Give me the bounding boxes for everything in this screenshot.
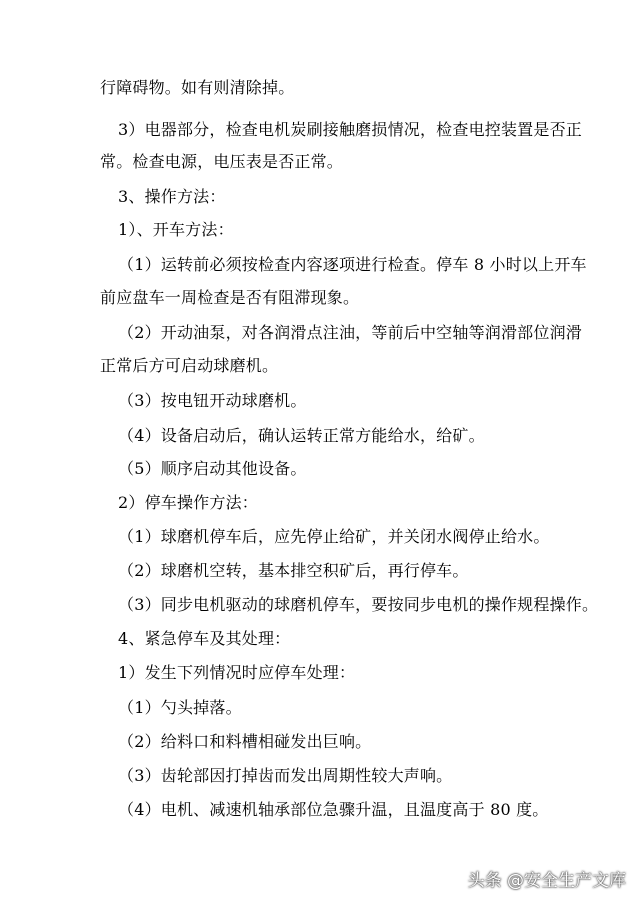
text-line: 正常后方可启动球磨机。 — [100, 356, 279, 375]
section-heading: 4、紧急停车及其处理： — [118, 629, 291, 648]
subsection-heading: 1）、开车方法： — [118, 220, 234, 239]
text-line: （4）设备启动后，确认运转正常方能给水，给矿。 — [118, 426, 485, 445]
text-line: （3）齿轮部因打掉齿而发出周期性较大声响。 — [118, 766, 453, 785]
text-line: 3）电器部分，检查电机炭刷接触磨损情况，检查电控装置是否正 — [118, 120, 582, 139]
text-line: （1）球磨机停车后，应先停止给矿，并关闭水阀停止给水。 — [118, 527, 550, 546]
text-line: （3）同步电机驱动的球磨机停车，要按同步电机的操作规程操作。 — [118, 595, 599, 614]
text-line: （4）电机、减速机轴承部位急骤升温，且温度高于 80 度。 — [118, 800, 549, 819]
text-line: 前应盘车一周检查是否有阻滞现象。 — [100, 288, 360, 307]
text-line: 行障碍物。如有则清除掉。 — [100, 78, 295, 97]
text-line: （3）按电钮开动球磨机。 — [118, 391, 307, 410]
text-line: （1）勺头掉落。 — [118, 698, 242, 717]
text-line: （2）开动油泵，对各润滑点注油，等前后中空轴等润滑部位润滑 — [118, 323, 582, 342]
text-line: （2）球磨机空转，基本排空积矿后，再行停车。 — [118, 561, 469, 580]
subsection-heading: 2）停车操作方法： — [118, 493, 258, 512]
text-line: （1）运转前必须按检查内容逐项进行检查。停车 8 小时以上开车 — [118, 255, 587, 274]
text-line: （2）给料口和料槽相碰发出巨响。 — [118, 732, 372, 751]
watermark: 头条 @安全生产文库 — [467, 871, 626, 891]
section-heading: 3、操作方法： — [118, 187, 226, 206]
text-line: （5）顺序启动其他设备。 — [118, 459, 307, 478]
subsection-heading: 1）发生下列情况时应停车处理： — [118, 663, 356, 682]
text-line: 常。检查电源，电压表是否正常。 — [100, 152, 344, 171]
